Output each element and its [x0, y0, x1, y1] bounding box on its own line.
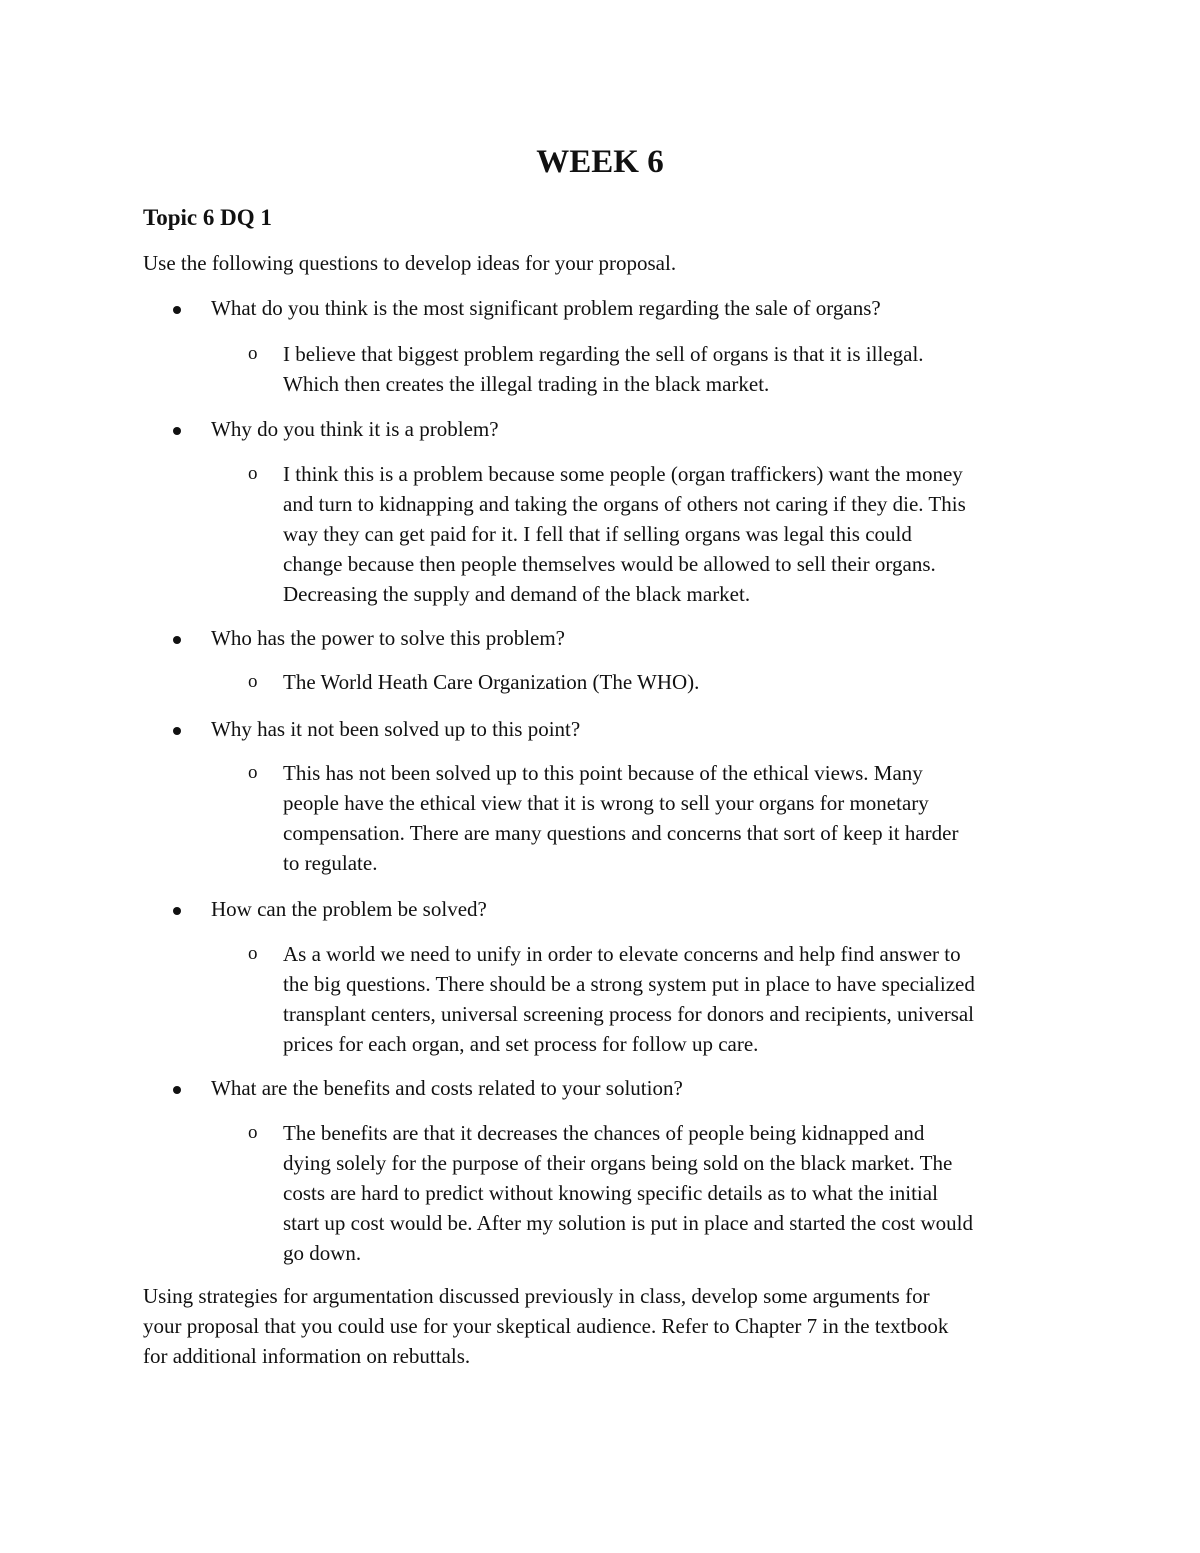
hollow-bullet-icon: o	[248, 343, 258, 364]
closing-line: Using strategies for argumentation discussed previously in class, develop some arguments for	[143, 1284, 930, 1308]
answer-line: As a world we need to unify in order to elevate concerns and help find answer to	[283, 942, 961, 966]
question-item	[211, 894, 1081, 924]
question-text: Who has the power to solve this problem?	[211, 626, 566, 650]
answer-line: The benefits are that it decreases the chances of people being kidnapped and	[283, 1121, 925, 1145]
question-item	[211, 714, 1081, 744]
page-title: WEEK 6	[536, 144, 664, 180]
answer-line: costs are hard to predict without knowing specific details as to what the initial	[283, 1181, 938, 1205]
hollow-bullet-icon: o	[248, 762, 258, 783]
answer-line: I think this is a problem because some people (organ traffickers) want the money	[283, 462, 963, 486]
answer-line: dying solely for the purpose of their organs being sold on the black market. The	[283, 1151, 953, 1175]
answer-line: way they can get paid for it. I fell that if selling organs was legal this could	[283, 522, 912, 546]
answer-item	[248, 667, 1073, 697]
question-item	[211, 293, 1081, 323]
answer-line: go down.	[283, 1241, 362, 1265]
answer-line: Decreasing the supply and demand of the black market.	[283, 582, 751, 606]
question-text: Why do you think it is a problem?	[211, 417, 499, 441]
bullet-dot-icon	[173, 427, 181, 435]
closing-line: for additional information on rebuttals.	[143, 1344, 471, 1368]
answer-line: start up cost would be. After my solution is put in place and started the cost would	[283, 1211, 973, 1235]
closing-line: your proposal that you could use for your skeptical audience. Refer to Chapter 7 in the textbook	[143, 1314, 949, 1338]
answer-line: and turn to kidnapping and taking the organs of others not caring if they die. This	[283, 492, 966, 516]
question-text: What are the benefits and costs related to your solution?	[211, 1076, 683, 1100]
answer-item	[248, 939, 1073, 1059]
answer-line: The World Heath Care Organization (The WHO).	[283, 670, 700, 694]
question-item	[211, 1073, 1081, 1103]
answer-line: prices for each organ, and set process for follow up care.	[283, 1032, 759, 1056]
answer-line: the big questions. There should be a strong system put in place to have specialized	[283, 972, 975, 996]
answer-line: change because then people themselves would be allowed to sell their organs.	[283, 552, 936, 576]
answer-line: compensation. There are many questions and concerns that sort of keep it harder	[283, 821, 959, 845]
question-text: Why has it not been solved up to this point?	[211, 717, 581, 741]
hollow-bullet-icon: o	[248, 671, 258, 692]
answer-item	[248, 1118, 1073, 1268]
answer-item	[248, 459, 1073, 609]
answer-line: I believe that biggest problem regarding the sell of organs is that it is illegal.	[283, 342, 924, 366]
hollow-bullet-icon: o	[248, 463, 258, 484]
answer-line: to regulate.	[283, 851, 378, 875]
answer-line: people have the ethical view that it is wrong to sell your organs for monetary	[283, 791, 929, 815]
topic-heading: Topic 6 DQ 1	[143, 205, 272, 230]
question-text: What do you think is the most significant problem regarding the sale of organs?	[211, 296, 881, 320]
hollow-bullet-icon: o	[248, 1122, 258, 1143]
answer-item	[248, 758, 1073, 878]
closing-paragraph	[143, 1281, 1063, 1371]
question-item	[211, 623, 1081, 653]
bullet-dot-icon	[173, 1086, 181, 1094]
bullet-dot-icon	[173, 727, 181, 735]
bullet-dot-icon	[173, 907, 181, 915]
answer-line: transplant centers, universal screening process for donors and recipients, universal	[283, 1002, 975, 1026]
answer-line: This has not been solved up to this point because of the ethical views. Many	[283, 761, 923, 785]
answer-line: Which then creates the illegal trading in the black market.	[283, 372, 770, 396]
question-item	[211, 414, 1081, 444]
answer-item	[248, 339, 1073, 399]
intro-paragraph: Use the following questions to develop ideas for your proposal.	[143, 251, 677, 275]
hollow-bullet-icon: o	[248, 943, 258, 964]
bullet-dot-icon	[173, 636, 181, 644]
bullet-dot-icon	[173, 306, 181, 314]
question-text: How can the problem be solved?	[211, 897, 487, 921]
